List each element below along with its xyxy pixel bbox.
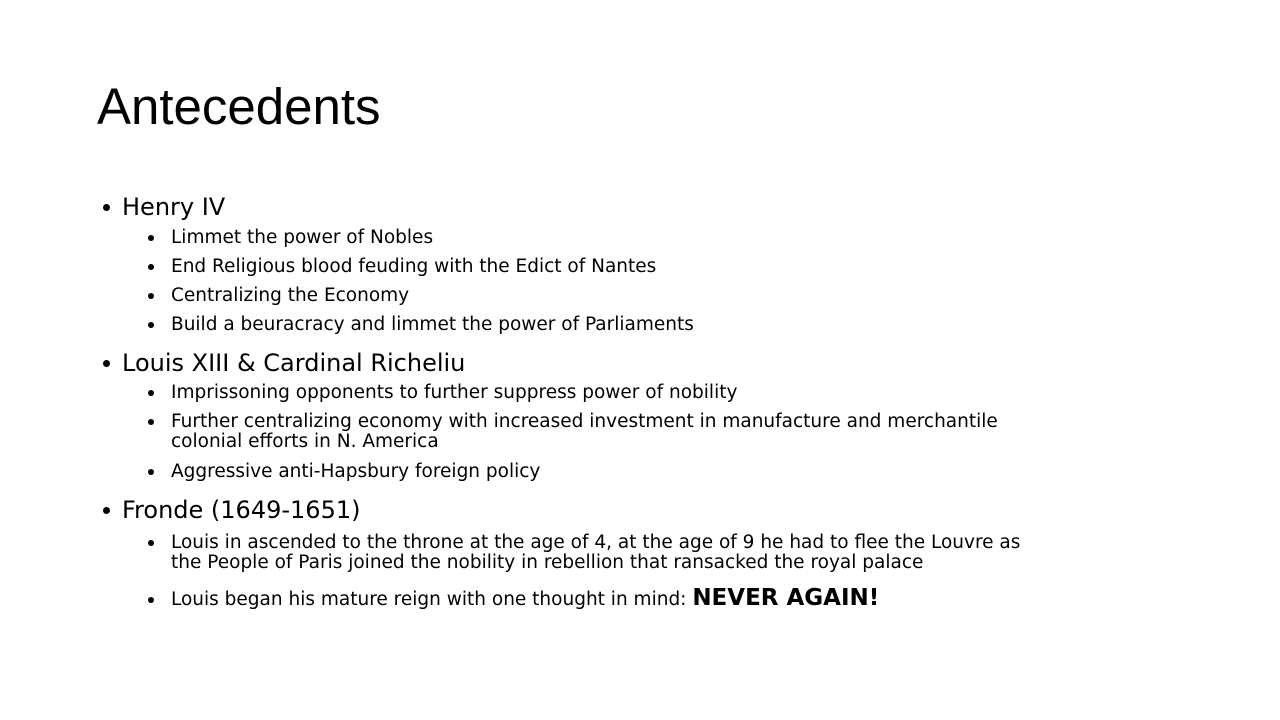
list-item: Build a beuracracy and limmet the power of Parliaments bbox=[171, 314, 694, 335]
section-heading-fronde: Fronde (1649-1651) bbox=[122, 496, 361, 524]
bullet-dot bbox=[103, 360, 110, 367]
bullet-dot bbox=[148, 293, 154, 299]
list-item-text: Louis began his mature reign with one thought in mind: bbox=[171, 589, 693, 610]
bullet-dot bbox=[148, 597, 154, 603]
bullet-dot bbox=[103, 507, 110, 514]
bullet-dot bbox=[148, 264, 154, 270]
bullet-dot bbox=[148, 540, 154, 546]
list-item: Imprissoning opponents to further suppress power of nobility bbox=[171, 382, 738, 403]
emphasis-text: NEVER AGAIN! bbox=[692, 585, 880, 611]
list-item-never-again bbox=[171, 585, 880, 611]
slide-title: Antecedents bbox=[97, 78, 381, 135]
list-item: Further centralizing economy with increased investment in manufacture and merchantile bbox=[171, 411, 998, 432]
bullet-dot bbox=[148, 469, 154, 475]
bullet-dot bbox=[148, 322, 154, 328]
list-item: Limmet the power of Nobles bbox=[171, 227, 434, 248]
list-item: End Religious blood feuding with the Edict of Nantes bbox=[171, 256, 657, 277]
list-item-continuation: colonial efforts in N. America bbox=[171, 431, 439, 452]
bullet-dot bbox=[148, 235, 154, 241]
list-item: Louis in ascended to the throne at the age of 4, at the age of 9 he had to flee the Louvre as bbox=[171, 532, 1021, 553]
bullet-dot bbox=[148, 419, 154, 425]
list-item: Centralizing the Economy bbox=[171, 285, 410, 306]
bullet-dot bbox=[148, 390, 154, 396]
section-heading-louis-xiii: Louis XIII & Cardinal Richeliu bbox=[122, 349, 466, 377]
bullet-dot bbox=[103, 204, 110, 211]
list-item-continuation: the People of Paris joined the nobility in rebellion that ransacked the royal palace bbox=[171, 552, 924, 573]
section-heading-henry-iv: Henry IV bbox=[122, 193, 226, 221]
list-item: Aggressive anti-Hapsbury foreign policy bbox=[171, 461, 541, 482]
